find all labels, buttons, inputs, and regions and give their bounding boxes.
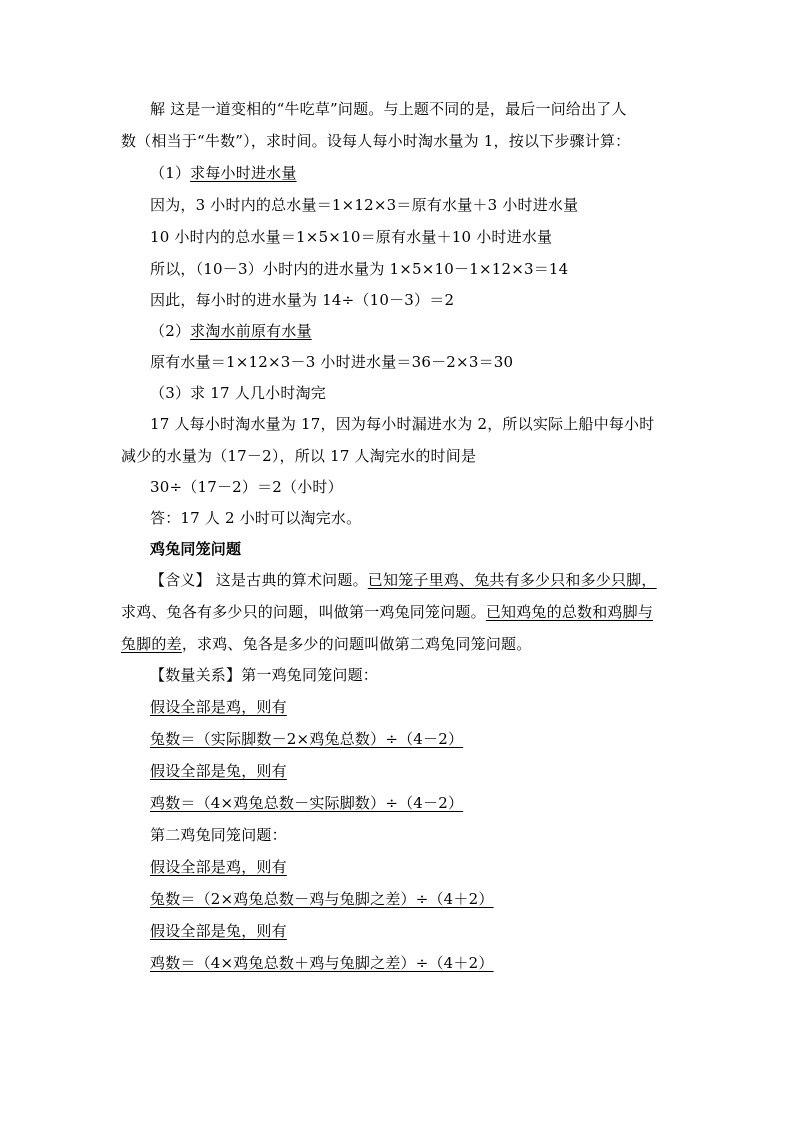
meaning-text-c: ，求鸡、兔各是多少的问题叫做第二鸡兔同笼问题。 bbox=[181, 635, 532, 653]
step-3-heading: （3）求 17 人几小时淘完 bbox=[150, 384, 326, 402]
meaning-text-a: 这是古典的算术问题。 bbox=[210, 571, 368, 589]
step-2-heading bbox=[150, 321, 312, 341]
meaning-highlight-a: 已知笼子里鸡、兔共有多少只和多少只脚， bbox=[367, 571, 657, 589]
relation-4: 鸡数＝（4×鸡兔总数－实际脚数）÷（4－2） bbox=[150, 794, 464, 812]
solution-line-1 bbox=[150, 99, 627, 119]
step-2-line-a: 原有水量＝1×12×3－3 小时进水量＝36－2×3＝30 bbox=[150, 353, 514, 371]
relation-8: 鸡数＝（4×鸡兔总数＋鸡与兔脚之差）÷（4＋2） bbox=[150, 954, 494, 972]
step-1-line-b: 10 小时内的总水量＝1×5×10＝原有水量＋10 小时进水量 bbox=[150, 228, 553, 246]
meaning-highlight-b: 已知鸡兔的总数和鸡脚与 bbox=[485, 603, 654, 621]
section-title: 鸡兔同笼问题 bbox=[150, 540, 242, 558]
step-1-number: （1） bbox=[150, 164, 191, 182]
step-2-number: （2） bbox=[150, 322, 191, 340]
step-3-line-a: 17 人每小时淘水量为 17，因为每小时漏进水为 2，所以实际上船中每小时 bbox=[150, 415, 655, 433]
meaning-line-c bbox=[121, 634, 531, 654]
relation-text: 第一鸡兔同笼问题： bbox=[241, 666, 379, 684]
meaning-text-b: 求鸡、兔各有多少只的问题，叫做第一鸡兔同笼问题。 bbox=[121, 603, 486, 621]
relation-6: 兔数＝（2×鸡兔总数－鸡与兔脚之差）÷（4＋2） bbox=[150, 890, 494, 908]
relation-5: 假设全部是鸡，则有 bbox=[150, 858, 287, 876]
relation-7: 假设全部是兔，则有 bbox=[150, 922, 287, 940]
solution-line-2: 数（相当于“牛数”），求时间。设每人每小时淘水量为 1，按以下步骤计算： bbox=[121, 132, 631, 150]
relation-3: 假设全部是兔，则有 bbox=[150, 762, 287, 780]
relation-2: 兔数＝（实际脚数－2×鸡兔总数）÷（4－2） bbox=[150, 730, 464, 748]
meaning-highlight-c: 兔脚的差 bbox=[121, 635, 182, 653]
solution-intro: 解 这是一道变相的“牛吃草”问题。与上题不同的是，最后一问给出了人 bbox=[150, 100, 627, 118]
step-1-title: 求每小时进水量 bbox=[190, 164, 297, 182]
second-problem-title: 第二鸡兔同笼问题： bbox=[150, 826, 287, 844]
step-3-line-b: 减少的水量为（17－2），所以 17 人淘完水的时间是 bbox=[121, 447, 477, 465]
relation-line bbox=[150, 665, 378, 685]
meaning-line-a bbox=[150, 570, 657, 590]
relation-label: 【数量关系】 bbox=[150, 666, 242, 684]
step-1-line-a: 因为，3 小时内的总水量＝1×12×3＝原有水量＋3 小时进水量 bbox=[150, 196, 579, 214]
answer-line: 答：17 人 2 小时可以淘完水。 bbox=[150, 509, 362, 527]
step-1-line-d: 因此，每小时的进水量为 14÷（10－3）＝2 bbox=[150, 291, 455, 309]
step-1-heading bbox=[150, 163, 297, 183]
step-1-line-c: 所以，（10－3）小时内的进水量为 1×5×10－1×12×3＝14 bbox=[150, 260, 569, 278]
relation-1: 假设全部是鸡，则有 bbox=[150, 698, 287, 716]
meaning-label: 【含义】 bbox=[150, 571, 211, 589]
step-3-line-c: 30÷（17－2）＝2（小时） bbox=[150, 478, 343, 496]
step-2-title: 求淘水前原有水量 bbox=[190, 322, 312, 340]
meaning-line-b bbox=[121, 602, 653, 622]
